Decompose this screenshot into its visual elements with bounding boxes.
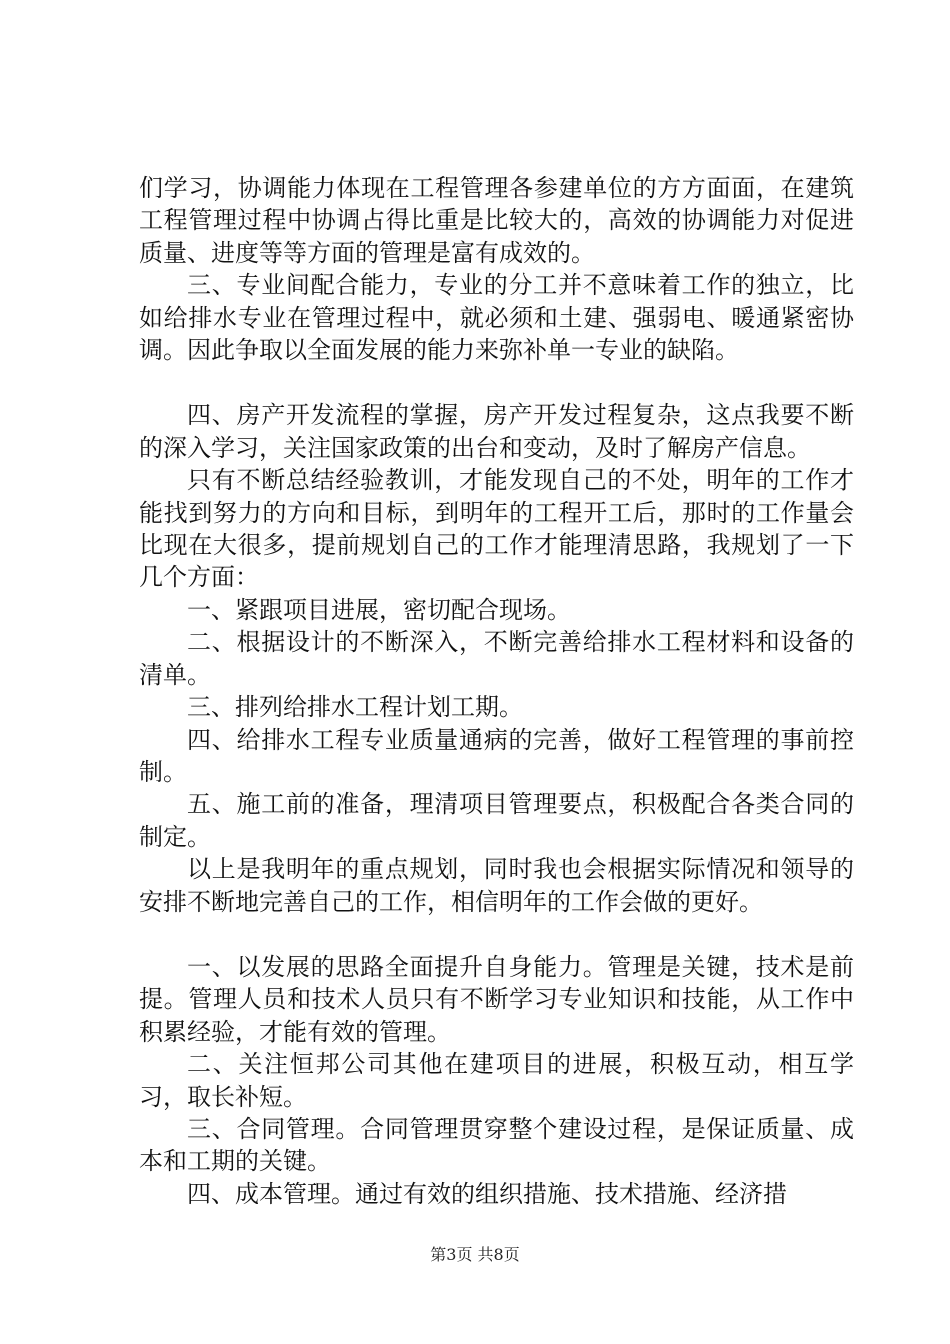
paragraph-2: 三、专业间配合能力，专业的分工并不意味着工作的独立，比如给排水专业在管理过程中，就必须和土建、强弱电、暖通紧密协调。因此争取以全面发展的能力来弥补单一专业的缺陷。	[139, 271, 854, 365]
paragraph-1: 们学习，协调能力体现在工程管理各参建单位的方方面面，在建筑工程管理过程中协调占得比重是比较大的，高效的协调能力对促进质量、进度等等方面的管理是富有成效的。	[139, 174, 854, 267]
list-item-2: 二、根据设计的不断深入，不断完善给排水工程材料和设备的清单。	[139, 628, 854, 689]
paragraph-gap	[139, 366, 854, 399]
list-item-8: 三、合同管理。合同管理贯穿整个建设过程，是保证质量、成本和工期的关键。	[139, 1114, 854, 1176]
list-item-6: 一、以发展的思路全面提升自身能力。管理是关键，技术是前提。管理人员和技术人员只有不断学习专业知识和技能，从工作中积累经验，才能有效的管理。	[139, 952, 854, 1046]
list-item-1: 一、紧跟项目进展，密切配合现场。	[187, 595, 571, 624]
document-body	[139, 172, 854, 1210]
list-item-4: 四、给排水工程专业质量通病的完善，做好工程管理的事前控制。	[139, 725, 854, 786]
list-item-9: 四、成本管理。通过有效的组织措施、技术措施、经济措	[187, 1179, 787, 1208]
list-item-7: 二、关注恒邦公司其他在建项目的进展，积极互动，相互学习，取长补短。	[139, 1050, 854, 1111]
paragraph-4: 只有不断总结经验教训，才能发现自己的不处，明年的工作才能找到努力的方向和目标，到明年的工程开工后，那时的工作量会比现在大很多，提前规划自己的工作才能理清思路，我规划了一下几个方面：	[139, 466, 854, 592]
list-item-5: 五、施工前的准备，理清项目管理要点，积极配合各类合同的制定。	[139, 790, 854, 851]
list-item-3: 三、排列给排水工程计划工期。	[187, 693, 523, 722]
paragraph-gap	[139, 918, 854, 951]
paragraph-5: 以上是我明年的重点规划，同时我也会根据实际情况和领导的安排不断地完善自己的工作，相信明年的工作会做的更好。	[139, 855, 854, 916]
paragraph-3: 四、房产开发流程的掌握，房产开发过程复杂，这点我要不断的深入学习，关注国家政策的出台和变动，及时了解房产信息。	[139, 401, 854, 462]
page-number-footer: 第3页 共8页	[430, 1245, 520, 1264]
